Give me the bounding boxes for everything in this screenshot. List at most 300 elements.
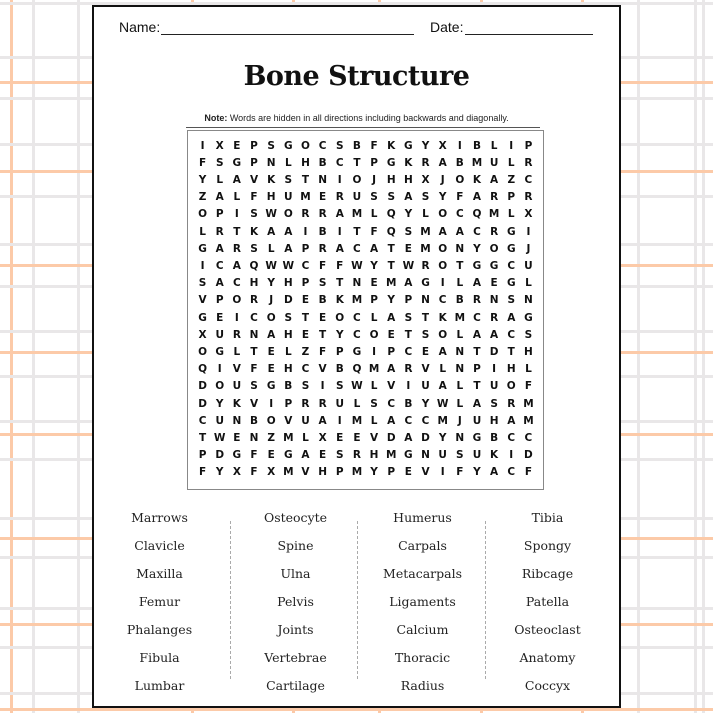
- grid-letter: I: [509, 449, 514, 462]
- grid-letter: S: [370, 397, 378, 410]
- grid-letter: Y: [370, 259, 378, 272]
- grid-letter: U: [421, 380, 430, 393]
- name-field[interactable]: [161, 34, 414, 35]
- grid-letter: T: [507, 345, 515, 358]
- grid-letter: L: [284, 156, 292, 169]
- grid-letter: C: [438, 294, 447, 307]
- grid-letter: F: [198, 466, 207, 479]
- grid-letter: H: [318, 466, 328, 479]
- word-item: Ulna: [280, 566, 311, 581]
- grid-letter: P: [507, 191, 516, 204]
- grid-letter: A: [472, 277, 482, 290]
- grid-letter: A: [387, 414, 396, 427]
- grid-letter: U: [215, 414, 224, 427]
- date-field[interactable]: [465, 34, 593, 35]
- grid-letter: F: [319, 259, 327, 272]
- grid-letter: L: [284, 345, 292, 358]
- grid-letter: A: [232, 173, 241, 186]
- grid-letter: J: [457, 414, 462, 427]
- word-item: Fibula: [139, 650, 180, 665]
- grid-letter: L: [456, 277, 464, 290]
- grid-letter: G: [284, 449, 293, 462]
- grid-letter: V: [387, 380, 396, 393]
- grid-letter: M: [283, 431, 294, 444]
- grid-letter: A: [455, 225, 464, 238]
- grid-letter: C: [507, 431, 516, 444]
- grid-letter: I: [217, 363, 222, 376]
- grid-letter: Y: [421, 139, 430, 152]
- word-item: Clavicle: [134, 538, 185, 553]
- word-item: Vertebrae: [264, 650, 327, 665]
- grid-letter: I: [337, 414, 342, 427]
- grid-letter: T: [336, 277, 344, 290]
- grid-letter: P: [335, 345, 344, 358]
- grid-letter: A: [267, 328, 276, 341]
- grid-letter: S: [250, 380, 258, 393]
- grid-letter: A: [215, 191, 224, 204]
- grid-letter: Q: [386, 225, 396, 238]
- grid-letter: L: [353, 397, 361, 410]
- grid-letter: F: [524, 380, 532, 393]
- grid-letter: E: [233, 431, 241, 444]
- grid-letter: I: [440, 466, 445, 479]
- grid-letter: T: [301, 173, 310, 186]
- word-item: Patella: [525, 594, 570, 609]
- grid-letter: E: [301, 328, 310, 341]
- grid-letter: T: [353, 156, 361, 169]
- grid-letter: R: [524, 191, 533, 204]
- grid-letter: E: [336, 431, 344, 444]
- grid-letter: C: [455, 208, 464, 221]
- grid-letter: T: [421, 311, 430, 324]
- grid-letter: W: [265, 259, 277, 272]
- grid-letter: Y: [387, 294, 396, 307]
- word-item: Pelvis: [277, 594, 314, 609]
- grid-letter: L: [370, 311, 378, 324]
- grid-letter: C: [473, 311, 481, 324]
- word-item: Marrows: [131, 510, 188, 525]
- grid-letter: L: [490, 139, 498, 152]
- grid-letter: V: [198, 294, 207, 307]
- grid-letter: P: [335, 466, 344, 479]
- grid-letter: S: [250, 208, 258, 221]
- grid-letter: C: [353, 328, 361, 341]
- grid-letter: R: [490, 225, 499, 238]
- grid-letter: P: [198, 449, 207, 462]
- grid-letter: T: [387, 259, 395, 272]
- grid-letter: V: [249, 173, 259, 186]
- grid-letter: W: [213, 431, 226, 444]
- grid-letter: A: [335, 242, 344, 255]
- grid-letter: H: [249, 277, 259, 290]
- grid-letter: W: [402, 259, 415, 272]
- grid-letter: M: [454, 311, 466, 324]
- grid-letter: U: [472, 449, 482, 462]
- grid-letter: Y: [370, 466, 378, 479]
- grid-letter: A: [318, 414, 327, 427]
- word-item: Radius: [400, 678, 445, 693]
- grid-letter: P: [215, 208, 224, 221]
- grid-letter: N: [455, 431, 465, 444]
- grid-letter: T: [301, 311, 310, 324]
- column-divider: [230, 521, 231, 679]
- grid-letter: E: [233, 139, 241, 152]
- grid-letter: A: [438, 225, 447, 238]
- grid-letter: K: [490, 449, 499, 462]
- note-label: Note:: [204, 113, 228, 123]
- grid-letter: I: [372, 345, 377, 358]
- grid-letter: F: [319, 345, 327, 358]
- grid-letter: B: [352, 139, 361, 152]
- grid-letter: L: [267, 242, 275, 255]
- grid-letter: X: [215, 139, 224, 152]
- grid-letter: G: [284, 139, 293, 152]
- grid-letter: O: [266, 414, 276, 427]
- grid-letter: U: [284, 191, 293, 204]
- grid-letter: P: [250, 139, 258, 152]
- grid-letter: K: [249, 225, 259, 238]
- grid-letter: E: [319, 449, 327, 462]
- grid-letter: U: [215, 328, 224, 341]
- grid-letter: R: [335, 191, 344, 204]
- grid-letter: Z: [301, 345, 310, 358]
- grid-letter: S: [507, 294, 516, 307]
- grid-letter: G: [506, 225, 516, 238]
- grid-letter: G: [489, 259, 499, 272]
- grid-letter: O: [198, 345, 208, 358]
- grid-letter: S: [335, 449, 344, 462]
- grid-letter: O: [438, 328, 448, 341]
- grid-letter: A: [438, 345, 447, 358]
- grid-letter: B: [455, 294, 464, 307]
- grid-letter: P: [250, 156, 258, 169]
- grid-letter: T: [473, 380, 481, 393]
- grid-letter: D: [386, 431, 396, 444]
- grid-letter: C: [421, 414, 430, 427]
- grid-letter: U: [335, 397, 345, 410]
- grid-letter: I: [320, 380, 325, 393]
- grid-letter: M: [488, 208, 500, 221]
- word-item: Calcium: [396, 622, 449, 637]
- grid-letter: D: [198, 380, 207, 393]
- grid-letter: E: [387, 328, 395, 341]
- word-item: Spongy: [523, 538, 572, 553]
- grid-letter: S: [284, 173, 293, 186]
- grid-letter: S: [421, 328, 430, 341]
- grid-letter: W: [351, 380, 363, 393]
- grid-letter: M: [385, 449, 397, 462]
- grid-letter: V: [421, 363, 430, 376]
- grid-letter: R: [404, 363, 413, 376]
- grid-letter: B: [404, 397, 413, 410]
- grid-letter: O: [438, 242, 448, 255]
- grid-letter: K: [438, 311, 447, 324]
- grid-letter: A: [472, 191, 482, 204]
- grid-letter: Q: [352, 363, 362, 376]
- grid-letter: A: [472, 328, 482, 341]
- grid-letter: P: [473, 363, 481, 376]
- word-item: Osteocyte: [263, 510, 328, 525]
- grid-letter: G: [198, 311, 207, 324]
- grid-letter: E: [301, 294, 310, 307]
- grid-letter: U: [438, 449, 447, 462]
- grid-letter: Q: [386, 208, 396, 221]
- grid-letter: J: [372, 173, 377, 186]
- grid-letter: C: [301, 363, 310, 376]
- grid-letter: D: [421, 431, 430, 444]
- word-item: Phalanges: [126, 622, 193, 637]
- grid-letter: E: [319, 311, 327, 324]
- grid-letter: B: [318, 225, 327, 238]
- grid-letter: G: [404, 139, 413, 152]
- grid-letter: Z: [267, 431, 275, 444]
- worksheet-page: [92, 5, 621, 708]
- grid-letter: S: [404, 225, 413, 238]
- grid-letter: L: [456, 380, 464, 393]
- grid-letter: R: [232, 328, 241, 341]
- grid-letter: K: [232, 397, 241, 410]
- grid-letter: B: [284, 380, 293, 393]
- grid-letter: F: [370, 225, 378, 238]
- grid-letter: O: [266, 311, 276, 324]
- grid-letter: H: [301, 156, 310, 169]
- grid-letter: P: [215, 294, 224, 307]
- grid-letter: P: [404, 294, 413, 307]
- grid-letter: K: [267, 173, 276, 186]
- grid-letter: F: [250, 363, 258, 376]
- grid-letter: A: [490, 466, 499, 479]
- grid-letter: N: [232, 414, 242, 427]
- letter-grid: [194, 137, 537, 481]
- grid-letter: R: [472, 294, 482, 307]
- grid-letter: I: [269, 397, 274, 410]
- grid-letter: C: [507, 259, 516, 272]
- grid-letter: F: [250, 191, 258, 204]
- grid-letter: R: [215, 225, 224, 238]
- grid-letter: P: [284, 397, 293, 410]
- grid-letter: G: [524, 311, 533, 324]
- grid-letter: S: [318, 277, 327, 290]
- grid-letter: B: [472, 139, 481, 152]
- grid-letter: E: [319, 191, 327, 204]
- grid-letter: X: [232, 466, 241, 479]
- grid-letter: F: [456, 466, 464, 479]
- note-divider: [186, 127, 540, 128]
- grid-letter: N: [489, 294, 499, 307]
- grid-letter: L: [507, 156, 515, 169]
- grid-letter: L: [370, 380, 378, 393]
- grid-letter: D: [489, 345, 499, 358]
- grid-letter: G: [232, 156, 242, 169]
- grid-letter: H: [283, 328, 293, 341]
- word-column-1: [96, 507, 223, 703]
- grid-letter: R: [301, 208, 310, 221]
- grid-letter: L: [199, 225, 206, 238]
- grid-letter: Y: [438, 431, 447, 444]
- plaid-line: [0, 708, 713, 711]
- grid-letter: G: [472, 431, 482, 444]
- grid-letter: R: [318, 208, 327, 221]
- grid-letter: I: [526, 225, 531, 238]
- grid-letter: C: [524, 173, 533, 186]
- grid-letter: J: [440, 173, 445, 186]
- grid-letter: L: [216, 173, 224, 186]
- grid-letter: R: [249, 294, 259, 307]
- grid-letter: I: [234, 208, 239, 221]
- grid-letter: R: [421, 156, 430, 169]
- grid-letter: E: [267, 345, 275, 358]
- word-column-2: [232, 507, 359, 703]
- grid-letter: M: [471, 156, 483, 169]
- grid-letter: A: [490, 173, 499, 186]
- grid-letter: C: [404, 345, 413, 358]
- grid-letter: T: [319, 328, 327, 341]
- grid-letter: C: [301, 259, 310, 272]
- grid-letter: O: [283, 208, 293, 221]
- grid-letter: A: [490, 328, 499, 341]
- grid-letter: S: [404, 311, 413, 324]
- word-item: Maxilla: [136, 566, 183, 581]
- grid-letter: C: [473, 225, 481, 238]
- grid-letter: O: [335, 311, 345, 324]
- grid-letter: A: [507, 311, 516, 324]
- grid-letter: H: [369, 449, 379, 462]
- grid-letter: F: [524, 466, 532, 479]
- grid-letter: M: [420, 242, 431, 255]
- grid-letter: B: [318, 156, 327, 169]
- grid-letter: C: [335, 156, 344, 169]
- grid-letter: N: [455, 242, 465, 255]
- grid-letter: U: [352, 191, 362, 204]
- grid-letter: H: [403, 173, 413, 186]
- word-item: Osteoclast: [514, 622, 581, 637]
- grid-letter: U: [489, 380, 499, 393]
- grid-letter: M: [351, 466, 363, 479]
- name-date-row: [119, 19, 599, 39]
- grid-letter: F: [370, 139, 378, 152]
- grid-letter: S: [370, 191, 378, 204]
- grid-letter: L: [439, 363, 447, 376]
- word-item: Spine: [277, 538, 314, 553]
- grid-letter: X: [421, 173, 430, 186]
- grid-letter: O: [352, 173, 362, 186]
- grid-letter: G: [404, 449, 413, 462]
- grid-letter: A: [404, 191, 413, 204]
- grid-letter: O: [198, 208, 208, 221]
- grid-letter: E: [267, 449, 275, 462]
- grid-letter: A: [267, 225, 276, 238]
- grid-letter: M: [385, 277, 397, 290]
- grid-letter: G: [421, 277, 430, 290]
- grid-letter: V: [284, 414, 293, 427]
- grid-letter: C: [507, 328, 516, 341]
- grid-letter: L: [507, 208, 515, 221]
- grid-letter: A: [387, 363, 396, 376]
- grid-letter: M: [283, 466, 294, 479]
- grid-letter: X: [198, 328, 207, 341]
- grid-letter: Y: [267, 277, 275, 290]
- grid-letter: Q: [249, 259, 259, 272]
- grid-letter: I: [337, 225, 342, 238]
- grid-letter: B: [455, 156, 464, 169]
- grid-letter: B: [318, 294, 327, 307]
- grid-letter: H: [283, 363, 293, 376]
- grid-letter: A: [404, 277, 413, 290]
- word-bank: [94, 507, 619, 697]
- note-text: Words are hidden in all directions including backwards and diagonally.: [227, 113, 509, 123]
- grid-letter: J: [269, 294, 274, 307]
- grid-letter: K: [404, 156, 413, 169]
- grid-letter: R: [301, 397, 310, 410]
- word-item: Anatomy: [519, 650, 576, 665]
- grid-letter: A: [215, 277, 224, 290]
- grid-letter: K: [335, 294, 344, 307]
- grid-letter: R: [490, 191, 499, 204]
- grid-letter: C: [387, 397, 396, 410]
- word-item: Ligaments: [389, 594, 456, 609]
- grid-letter: L: [233, 191, 241, 204]
- grid-letter: C: [233, 277, 241, 290]
- grid-letter: G: [386, 156, 396, 169]
- grid-letter: S: [387, 191, 395, 204]
- grid-letter: S: [267, 139, 275, 152]
- word-item: Thoracic: [394, 650, 451, 665]
- grid-letter: F: [336, 259, 344, 272]
- grid-letter: U: [232, 380, 242, 393]
- word-item: Joints: [277, 622, 314, 637]
- grid-letter: X: [318, 431, 327, 444]
- grid-letter: L: [525, 363, 532, 376]
- grid-letter: T: [387, 242, 395, 255]
- grid-letter: I: [440, 277, 445, 290]
- grid-letter: P: [387, 466, 396, 479]
- grid-letter: W: [265, 208, 277, 221]
- grid-letter: M: [351, 294, 363, 307]
- name-label: Name:: [119, 19, 161, 35]
- grid-letter: Z: [198, 191, 207, 204]
- grid-letter: N: [455, 363, 465, 376]
- grid-letter: A: [507, 414, 516, 427]
- grid-letter: C: [215, 259, 224, 272]
- grid-letter: E: [353, 431, 361, 444]
- grid-letter: O: [438, 208, 448, 221]
- grid-letter: T: [456, 259, 464, 272]
- grid-letter: P: [301, 277, 310, 290]
- grid-letter: V: [369, 431, 379, 444]
- grid-letter: A: [284, 225, 293, 238]
- grid-letter: S: [335, 139, 344, 152]
- grid-letter: O: [438, 259, 448, 272]
- grid-letter: C: [353, 242, 361, 255]
- grid-letter: D: [283, 294, 293, 307]
- word-item: Cartilage: [266, 678, 325, 693]
- grid-letter: I: [234, 311, 239, 324]
- grid-letter: M: [368, 363, 380, 376]
- grid-letter: S: [421, 191, 430, 204]
- grid-letter: O: [455, 173, 465, 186]
- grid-letter: R: [507, 397, 516, 410]
- grid-letter: O: [215, 380, 225, 393]
- grid-letter: J: [526, 242, 531, 255]
- grid-letter: Y: [473, 466, 481, 479]
- grid-letter: T: [404, 328, 412, 341]
- grid-letter: E: [404, 242, 412, 255]
- grid-letter: W: [436, 397, 449, 410]
- grid-letter: R: [318, 242, 327, 255]
- grid-letter: Z: [507, 173, 516, 186]
- grid-letter: Q: [472, 208, 482, 221]
- grid-letter: S: [301, 380, 310, 393]
